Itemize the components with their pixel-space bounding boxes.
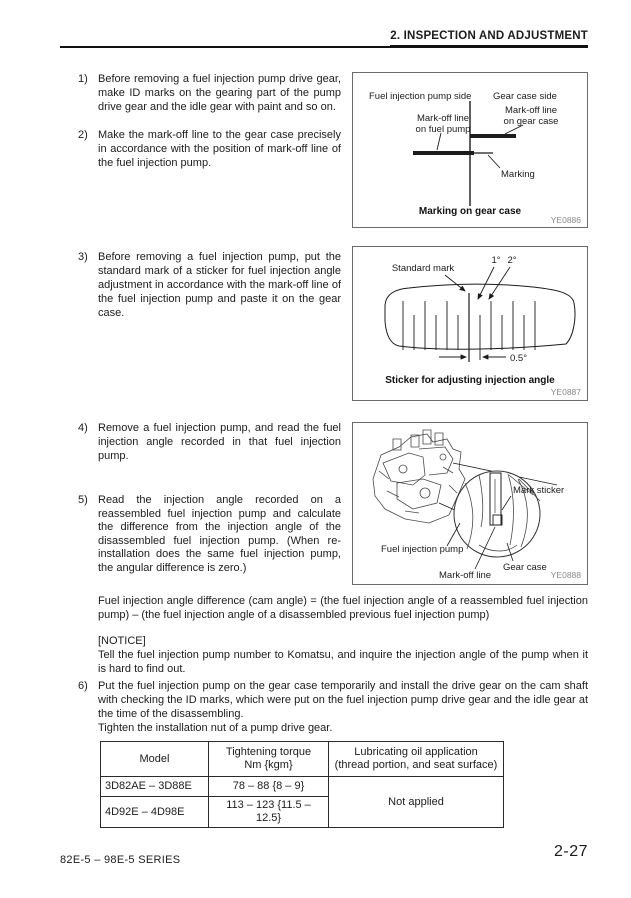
step-text: Make the mark-off line to the gear case precisely in accordance with the position of mark-off line of the fuel injection pump. xyxy=(98,129,341,169)
fig1-label-gear-side: Gear case side xyxy=(493,91,557,102)
footer-page-number: 2-27 xyxy=(553,843,588,860)
fig1-label-marking: Marking xyxy=(501,169,535,180)
header-rule xyxy=(60,46,588,48)
figure-marking-on-gear-case xyxy=(352,72,588,228)
step-number: 4) xyxy=(78,422,88,434)
fig2-code: YE0887 xyxy=(550,387,581,397)
step-1 xyxy=(78,72,341,114)
col-header-lubrication: Lubricating oil application (thread portion, and seat surface) xyxy=(329,742,504,777)
fig1-label-pump-side: Fuel injection pump side xyxy=(369,91,472,102)
torque-cell: 78 – 88 {8 – 9} xyxy=(209,777,329,797)
torque-cell: 113 – 123 {11.5 – 12.5} xyxy=(209,797,329,828)
step-5 xyxy=(78,494,341,576)
formula-paragraph: Fuel injection angle difference (cam angle) = (the fuel injection angle of a reassembled fuel injection pump) – (the fuel injection angle of a disassembled previous fuel injection pump) xyxy=(98,595,588,621)
fig3-code: YE0888 xyxy=(550,570,581,580)
fig2-caption: Sticker for adjusting injection angle xyxy=(385,375,555,386)
fig3-label-fuel-injection-pump: Fuel injection pump xyxy=(381,544,464,555)
step-number: 1) xyxy=(78,73,88,85)
table-row xyxy=(101,777,504,797)
fig1-label-markoff-fuelpump-line1: Mark-off line xyxy=(416,113,470,124)
fig2-label-half-degree: 0.5° xyxy=(510,353,528,364)
fig3-label-mark-sticker: Mark sticker xyxy=(513,485,565,496)
page-header-title: 2. INSPECTION AND ADJUSTMENT xyxy=(390,30,588,47)
step-text: Before removing a fuel injection pump drive gear, make ID marks on the gearing part of the pump drive gear and the idle gear with paint and so on. xyxy=(98,73,341,113)
col-header-torque: Tightening torque Nm {kgm} xyxy=(209,742,329,777)
table-header-row xyxy=(101,742,504,777)
step-3 xyxy=(78,250,341,320)
fig1-label-markoff-gearcase-line1: Mark-off line xyxy=(504,105,558,116)
step-number: 5) xyxy=(78,494,88,506)
lubrication-cell: Not applied xyxy=(329,777,504,828)
fuel-injection-pump-drawing xyxy=(373,430,465,523)
figure3-line-art xyxy=(353,423,587,584)
step-text: Remove a fuel injection pump, and read the fuel injection angle recorded in that fuel injection pump. xyxy=(98,422,341,462)
fig2-label-1-degree: 1° xyxy=(491,255,501,266)
step-number: 3) xyxy=(78,251,88,263)
fig1-label-markoff-gearcase-line2: on gear case xyxy=(503,116,559,127)
step-2 xyxy=(78,128,341,170)
fig1-code: YE0886 xyxy=(550,215,581,225)
fig2-label-2-degree: 2° xyxy=(507,255,517,266)
figure2-line-art xyxy=(353,247,587,400)
step-number: 2) xyxy=(78,129,88,141)
figure-injection-angle-sticker xyxy=(352,246,588,401)
notice-text: Tell the fuel injection pump number to Komatsu, and inquire the injection angle of the pump when it is hard to find out. xyxy=(98,649,588,675)
notice-block xyxy=(98,634,588,676)
step-number: 6) xyxy=(78,680,88,692)
col-header-model: Model xyxy=(101,742,209,777)
fig3-label-mark-off-line: Mark-off line xyxy=(439,570,492,581)
model-cell: 4D92E – 4D98E xyxy=(101,797,209,828)
figure1-line-art xyxy=(353,73,587,227)
model-cell: 3D82AE – 3D88E xyxy=(101,777,209,797)
fig2-label-standard-mark: Standard mark xyxy=(391,263,455,274)
step-text: Read the injection angle recorded on a reassembled fuel injection pump and calculate the difference from the injection angle of the disassembled fuel injection pump. (When re-installation does the same fuel injection pump, the angular difference is zero.) xyxy=(98,494,341,574)
step-text: Put the fuel injection pump on the gear case temporarily and install the drive gear on the cam shaft with checking the ID marks, which were put on the fuel injection pump drive gear and the idle gear at the time of the disassembling. xyxy=(98,680,588,720)
step-text: Before removing a fuel injection pump, put the standard mark of a sticker for fuel injection angle adjustment in accordance with the mark-off line of the fuel injection pump and paste it on the gear case. xyxy=(98,251,341,319)
footer-series-label: 82E-5 – 98E-5 SERIES xyxy=(60,854,181,866)
fig3-label-gear-case: Gear case xyxy=(503,562,547,573)
notice-label: [NOTICE] xyxy=(98,635,146,647)
figure-pump-mark-sticker-detail xyxy=(352,422,588,585)
step-text-2: Tighten the installation nut of a pump drive gear. xyxy=(98,722,333,734)
fig1-caption: Marking on gear case xyxy=(418,206,522,217)
step-4 xyxy=(78,421,341,463)
fig1-label-markoff-fuelpump-line2: on fuel pump xyxy=(415,124,471,135)
tightening-torque-table xyxy=(100,741,504,828)
step-6 xyxy=(78,679,588,735)
